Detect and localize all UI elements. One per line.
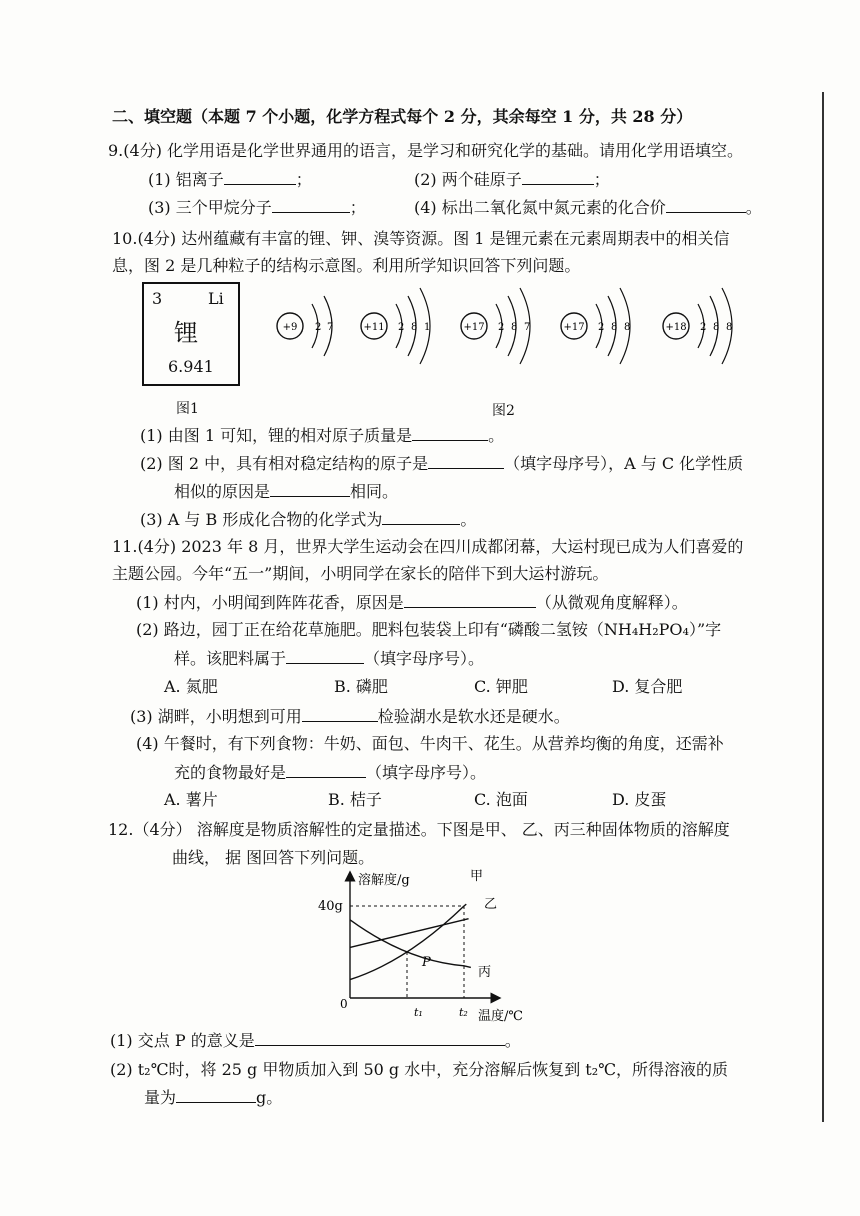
answer-blank[interactable] xyxy=(666,196,746,213)
section-header xyxy=(112,106,692,128)
answer-blank[interactable] xyxy=(224,168,296,185)
q10-part1 xyxy=(140,424,504,447)
element-symbol: Li xyxy=(208,289,224,308)
answer-blank[interactable] xyxy=(286,761,366,778)
q11-part4-text-b: 充的食物最好是 xyxy=(174,763,287,782)
q12-part2-line1: (2) t₂℃时，将 25 g 甲物质加入到 50 g 水中，充分溶解后恢复到 t₂℃，所得溶液的质 xyxy=(110,1060,729,1079)
particle-e xyxy=(663,288,732,400)
q11-part3 xyxy=(130,705,570,728)
shell-electrons: 2 xyxy=(498,322,505,333)
q9-end: 。 xyxy=(745,198,762,217)
origin-label: 0 xyxy=(340,997,348,1011)
answer-blank[interactable] xyxy=(382,508,460,525)
q9-part2-text: (2) 两个硅原子 xyxy=(414,170,522,189)
q11-part1-text-b: （从微观角度解释）。 xyxy=(535,593,688,612)
nucleus-charge: +17 xyxy=(563,322,585,333)
q9-stem: 9.(4分) 化学用语是化学世界通用的语言，是学习和研究化学的基础。请用化学用语填空。 xyxy=(108,141,744,160)
answer-blank[interactable] xyxy=(522,168,594,185)
answer-blank[interactable] xyxy=(302,705,378,722)
answer-blank[interactable] xyxy=(412,424,488,441)
q10-part2 xyxy=(140,452,743,475)
shell-electrons: 8 xyxy=(713,322,720,333)
q9-part1-text: (1) 铝离子 xyxy=(148,170,224,189)
q11-option-a[interactable]: A. 氮肥 xyxy=(164,677,218,696)
x-tick-t2: t₂ xyxy=(459,1006,468,1019)
shell-electrons: 8 xyxy=(611,322,618,333)
answer-blank[interactable] xyxy=(286,647,364,664)
answer-blank[interactable] xyxy=(428,452,504,469)
q9-part4 xyxy=(414,196,762,219)
q12-part2-text-b: 量为 xyxy=(144,1088,177,1107)
q11-part4-line1: (4) 午餐时，有下列食物：牛奶、面包、牛肉干、花生。从营养均衡的角度，还需补 xyxy=(136,734,724,753)
q10-part3-text: (3) A 与 B 形成化合物的化学式为 xyxy=(140,510,383,529)
q10-part2-text-b: （填字母序号），A 与 C 化学性质 xyxy=(504,454,744,473)
q11-part3-text-b: 检验湖水是软水还是硬水。 xyxy=(377,707,570,726)
section-title: 二、填空题 xyxy=(112,107,193,126)
solubility-chart xyxy=(318,866,528,1028)
y-axis-label: 溶解度/g xyxy=(358,873,410,888)
particle-diagrams xyxy=(270,280,770,400)
q12-part2-line2 xyxy=(144,1086,282,1109)
q10-end: 。 xyxy=(488,426,505,445)
particle-b xyxy=(361,288,430,400)
element-name: 锂 xyxy=(174,319,198,347)
answer-blank[interactable] xyxy=(270,480,350,497)
intersection-label: P xyxy=(422,955,431,970)
particle-d xyxy=(561,288,630,400)
shell-electrons: 8 xyxy=(726,322,733,333)
q10-end: 。 xyxy=(460,510,477,529)
q9-part4-text: (4) 标出二氧化氮中氮元素的化合价 xyxy=(414,198,666,217)
y-tick-label: 40g xyxy=(318,899,343,914)
series-label-bing: 丙 xyxy=(478,965,492,980)
q11-option-d[interactable]: D. 复合肥 xyxy=(612,677,683,696)
q11-part4-text-c: （填字母序号）。 xyxy=(366,763,487,782)
q11-stem-1: 11.(4分) 2023 年 8 月，世界大学生运动会在四川成都闭幕，大运村现已成为人们喜爱的 xyxy=(112,537,744,556)
q11-stem-2: 主题公园。今年“五一”期间，小明同学在家长的陪伴下到大运村游玩。 xyxy=(112,564,609,583)
nucleus-charge: +17 xyxy=(463,322,485,333)
q11-part4-line2 xyxy=(174,761,486,784)
q11-option-c[interactable]: C. 泡面 xyxy=(474,790,528,809)
answer-blank[interactable] xyxy=(176,1086,256,1103)
q10-part2-text-d: 相同。 xyxy=(350,482,399,501)
element-card xyxy=(142,282,240,386)
q9-part1 xyxy=(148,168,312,191)
q11-part2-text-c: （填字母序号）。 xyxy=(364,649,485,668)
x-tick-t1: t₁ xyxy=(414,1006,423,1019)
q12-part2-text-c: g。 xyxy=(256,1088,283,1107)
q11-option-a[interactable]: A. 薯片 xyxy=(164,790,218,809)
answer-blank[interactable] xyxy=(404,591,536,608)
q10-part1-text: (1) 由图 1 可知，锂的相对原子质量是 xyxy=(140,426,413,445)
solubility-curve-2 xyxy=(350,919,469,948)
shell-electrons: 2 xyxy=(598,322,605,333)
q11-part1-text: (1) 村内，小明闻到阵阵花香，原因是 xyxy=(136,593,404,612)
q12-part1-text: (1) 交点 P 的意义是 xyxy=(110,1031,255,1050)
q11-option-b[interactable]: B. 桔子 xyxy=(328,790,382,809)
nucleus-charge: +9 xyxy=(282,322,298,333)
q11-part2-line2 xyxy=(174,647,484,670)
series-label-jia: 甲 xyxy=(470,869,484,884)
shell-electrons: 2 xyxy=(315,322,322,333)
q12-part1-end: 。 xyxy=(504,1031,521,1050)
q10-stem-1: 10.(4分) 达州蕴藏有丰富的锂、钾、溴等资源。图 1 是锂元素在元素周期表中的相关信 xyxy=(112,229,730,248)
q9-part2 xyxy=(414,168,610,191)
q9-semi: ； xyxy=(295,170,312,189)
shell-electrons: 2 xyxy=(398,322,405,333)
nucleus-charge: +18 xyxy=(665,322,687,333)
series-label-yi: 乙 xyxy=(484,897,498,912)
section-note: （本题 7 个小题，化学方程式每个 2 分，其余每空 1 分，共 28 分） xyxy=(192,107,693,126)
curves xyxy=(350,904,471,998)
q11-part2-text-b: 样。该肥料属于 xyxy=(174,649,287,668)
answer-blank[interactable] xyxy=(255,1029,505,1046)
q11-part2-line1: (2) 路边，园丁正在给花草施肥。肥料包装袋上印有“磷酸二氢铵（NH₄H₂PO₄）”字 xyxy=(136,620,722,639)
q11-part1 xyxy=(136,591,688,614)
answer-blank[interactable] xyxy=(272,196,350,213)
shell-electrons: 1 xyxy=(424,322,431,333)
shell-electrons: 7 xyxy=(524,322,531,333)
shell-electrons: 2 xyxy=(700,322,707,333)
shell-electrons: 8 xyxy=(511,322,518,333)
fig1-label: 图1 xyxy=(176,401,199,417)
q9-part3 xyxy=(148,196,366,219)
q10-part2-text-c: 相似的原因是 xyxy=(174,482,271,501)
q11-option-b[interactable]: B. 磷肥 xyxy=(334,677,388,696)
atomic-number: 3 xyxy=(152,289,163,308)
shell-electrons: 8 xyxy=(624,322,631,333)
solubility-curve-1 xyxy=(350,904,466,979)
nucleus-charge: +11 xyxy=(363,322,385,333)
shell-electrons: 8 xyxy=(411,322,418,333)
particle-a xyxy=(277,296,333,400)
q11-part3-text: (3) 湖畔，小明想到可用 xyxy=(130,707,302,726)
q12-part1 xyxy=(110,1029,521,1052)
shell-electrons: 7 xyxy=(327,322,334,333)
margin-line xyxy=(822,92,824,1122)
q10-stem-2: 息，图 2 是几种粒子的结构示意图。利用所学知识回答下列问题。 xyxy=(112,256,581,275)
q11-option-d[interactable]: D. 皮蛋 xyxy=(612,790,667,809)
q10-part2-text: (2) 图 2 中，具有相对稳定结构的原子是 xyxy=(140,454,429,473)
q10-part3 xyxy=(140,508,476,531)
atomic-mass: 6.941 xyxy=(168,357,214,376)
q12-stem-1: 12.（4分） 溶解度是物质溶解性的定量描述。下图是甲、 乙、丙三种固体物质的溶解度 xyxy=(108,820,730,839)
q9-part3-text: (3) 三个甲烷分子 xyxy=(148,198,272,217)
particle-c xyxy=(461,288,530,400)
q9-semi: ； xyxy=(593,170,610,189)
q12-stem-2: 曲线， 据 图回答下列问题。 xyxy=(172,848,375,867)
x-axis-label: 温度/℃ xyxy=(478,1009,523,1024)
q9-semi: ； xyxy=(349,198,366,217)
q11-option-c[interactable]: C. 钾肥 xyxy=(474,677,528,696)
fig2-label: 图2 xyxy=(492,403,515,419)
q10-part2-cont xyxy=(174,480,398,503)
